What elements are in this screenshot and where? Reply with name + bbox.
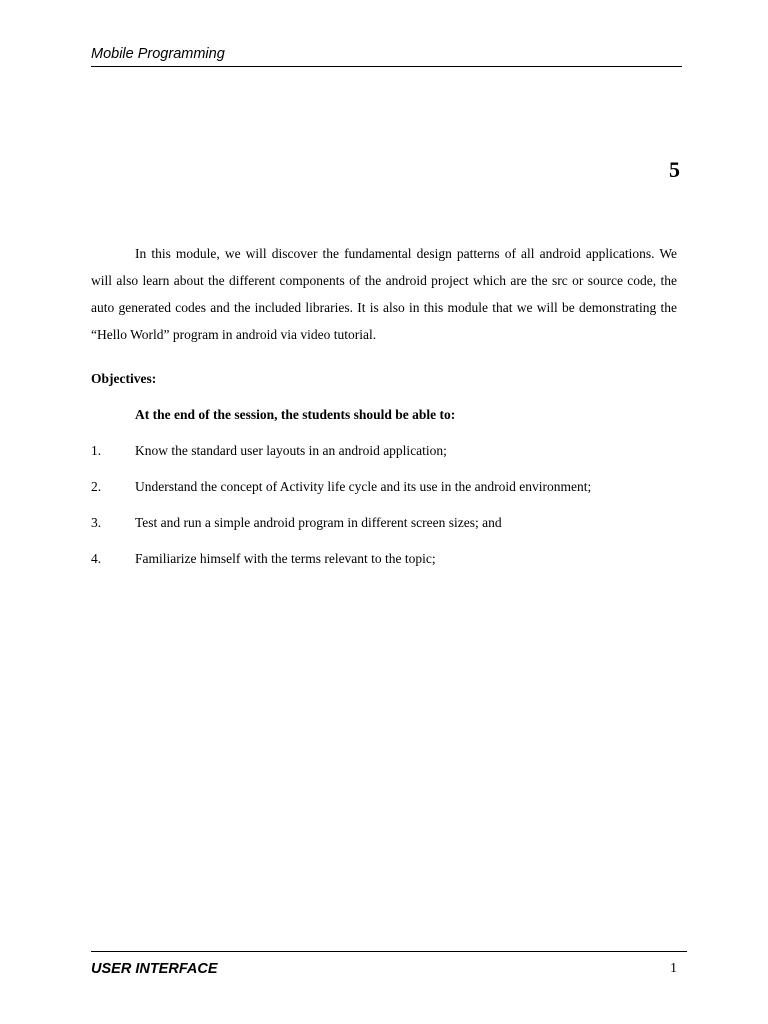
header-title: Mobile Programming: [91, 46, 225, 62]
page-header: [91, 45, 682, 67]
objectives-lead: At the end of the session, the students should be able to:: [135, 407, 456, 422]
module-number: 5: [669, 157, 680, 182]
objective-text: Know the standard user layouts in an android application;: [135, 443, 447, 458]
objective-number: 2.: [91, 479, 102, 494]
page-number: 1: [670, 961, 677, 976]
footer-title: USER INTERFACE: [91, 961, 218, 977]
objective-text: Understand the concept of Activity life cycle and its use in the android environment;: [135, 479, 592, 494]
objective-item-2: [91, 477, 677, 497]
objective-text: Familiarize himself with the terms relevant to the topic;: [135, 551, 436, 566]
objective-text: Test and run a simple android program in different screen sizes; and: [135, 515, 502, 530]
objective-number: 3.: [91, 515, 102, 530]
page-footer: [91, 951, 687, 982]
objective-item-1: [91, 441, 677, 461]
objectives-list: [91, 441, 677, 585]
objective-item-3: [91, 513, 677, 533]
objective-item-4: [91, 549, 677, 569]
objective-number: 4.: [91, 551, 102, 566]
objectives-heading: Objectives:: [91, 371, 157, 386]
objective-number: 1.: [91, 443, 102, 458]
intro-paragraph: In this module, we will discover the fundamental design patterns of all android applications. We will also learn about the different components of the android project which are the src or source code, the auto generated codes and the included libraries. It is also in this module that we will be demonstrating the “Hello World” program in android via video tutorial.: [91, 246, 677, 342]
